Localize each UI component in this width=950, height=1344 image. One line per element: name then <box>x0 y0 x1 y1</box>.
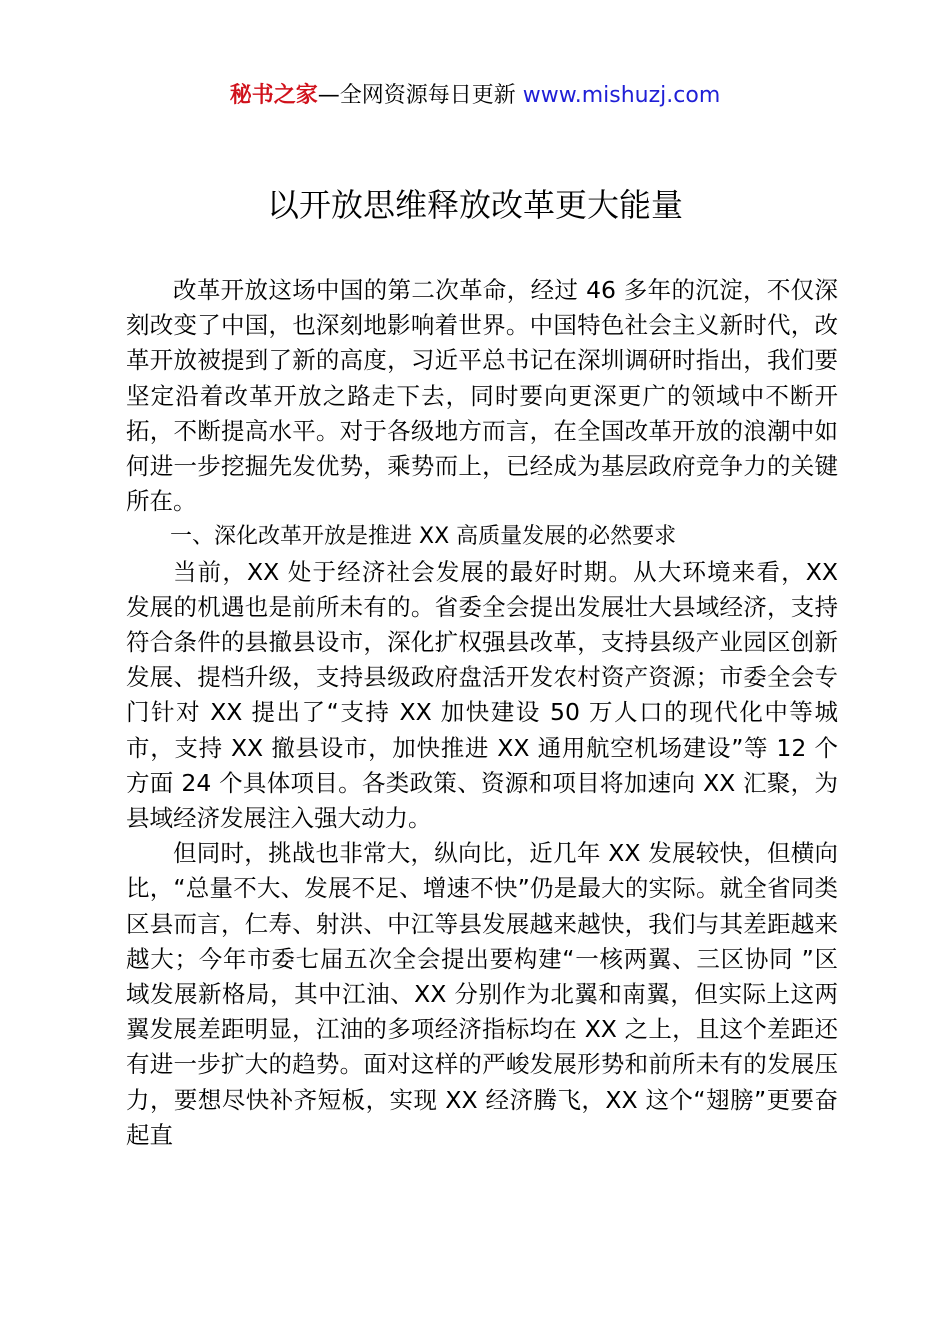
site-header <box>0 80 950 112</box>
site-tagline: —全网资源每日更新 <box>317 83 516 108</box>
document-body <box>126 273 838 1153</box>
paragraph-current-situation: 当前，XX 处于经济社会发展的最好时期。从大环境来看，XX 发展的机遇也是前所未有的。省委全会提出发展壮大县域经济，支持符合条件的县撤县设市，深化扩权强县改革，支持县级产业园区创新发展、提档升级，支持县级政府盘活开发农村资产资源；市委全会专门针对 XX 提出了“支持 XX 加快建设 50 万人口的现代化中等城市，支持 XX 撤县设市，加快推进 XX 通用航空机场建设”等 12 个方面 24 个具体项目。各类政策、资源和项目将加速向 XX 汇聚，为县域经济发展注入强大动力。 <box>126 557 838 833</box>
section-heading-1: 一、深化改革开放是推进 XX 高质量发展的必然要求 <box>170 524 677 550</box>
paragraph-intro: 改革开放这场中国的第二次革命，经过 46 多年的沉淀，不仅深刻改变了中国，也深刻地影响着世界。中国特色社会主义新时代，改革开放被提到了新的高度，习近平总书记在深圳调研时指出，我们要坚定沿着改革开放之路走下去，同时要向更深更广的领域中不断开拓，不断提高水平。对于各级地方而言，在全国改革开放的浪潮中如何进一步挖掘先发优势，乘势而上，已经成为基层政府竞争力的关键所在。 <box>126 276 838 516</box>
site-brand: 秘书之家 <box>229 83 318 108</box>
paragraph-challenges: 但同时，挑战也非常大，纵向比，近几年 XX 发展较快，但横向比，“总量不大、发展不足、增速不快”仍是最大的实际。就全省同类区县而言，仁寿、射洪、中江等县发展越来越快，我们与其差距越来越大；今年市委七届五次全会提出要构建“一核两翼、三区协同 ”区域发展新格局，其中江油、XX 分别作为北翼和南翼，但实际上这两翼发展差距明显，江油的多项经济指标均在 XX 之上，且这个差距还有进一步扩大的趋势。面对这样的严峻发展形势和前所未有的发展压力，要想尽快补齐短板，实现 XX 经济腾飞，XX 这个“翅膀”更要奋起直 <box>126 839 838 1149</box>
document-title: 以开放思维释放改革更大能量 <box>266 186 683 224</box>
site-url-link[interactable]: www.mishuzj.com <box>522 83 721 108</box>
